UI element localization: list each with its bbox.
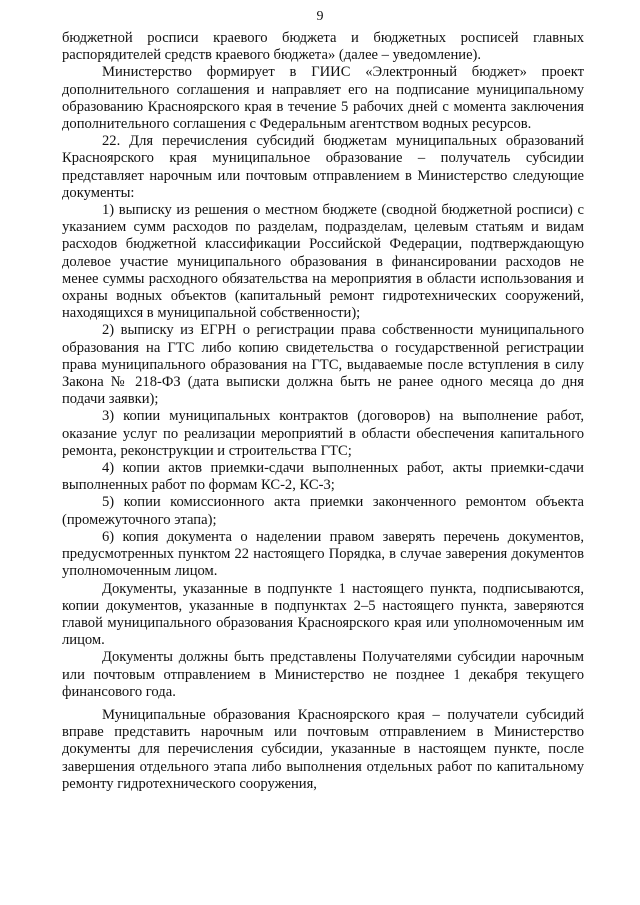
page-number: 9 — [316, 9, 324, 24]
list-item-6-authority-document: 6) копия документа о наделении правом заверять перечень документов, предусмотренных пунктом 22 настоящего Порядка, в случае заверения документов уполномоченным лицом. — [62, 528, 584, 580]
paragraph-notification-end: бюджетной росписи краевого бюджета и бюджетных росписей главных распорядителей средств краевого бюджета» (далее – уведомление). — [62, 30, 584, 64]
list-item-4-acceptance-acts: 4) копии актов приемки-сдачи выполненных работ, акты приемки-сдачи выполненных работ по формам КС-2, КС-3; — [62, 460, 584, 494]
paragraph-deadline: Документы должны быть представлены Получателями субсидии нарочным или почтовым отправлением в Министерство не позднее 1 декабря текущего финансового года. — [62, 649, 584, 700]
list-item-1-budget-extract: 1) выписку из решения о местном бюджете (сводной бюджетной росписи) с указанием сумм расходов по разделам, подразделам, целевым статьям и видам расходов бюджетной классификации Российской Федерации, подтверждающую долевое участие муниципального образования в финансировании расходов не менее суммы расходного обязательства на мероприятия в области использования и охраны водных объектов (капитальный ремонт гидротехнических сооружений, находящихся в муниципальной собственности); — [62, 202, 584, 322]
list-item-2-egrn-extract: 2) выписку из ЕГРН о регистрации права собственности муниципального образования на ГТС либо копию свидетельства о государственной регистрации права муниципального образования на ГТС, выдаваемые после вступления в силу Закона № 218-ФЗ (дата выписки должна быть не ранее одного месяца до дня подачи заявки); — [62, 322, 584, 408]
paragraph-ministry-draft: Министерство формирует в ГИИС «Электронный бюджет» проект дополнительного соглашения и направляет его на подписание муниципальному образованию Красноярского края в течение 5 рабочих дней с момента заключения дополнительного соглашения с Федеральным агентством водных ресурсов. — [62, 64, 584, 133]
paragraph-signing-rules: Документы, указанные в подпункте 1 настоящего пункта, подписываются, копии документов, указанные в подпунктах 2–5 настоящего пункта, заверяются главой муниципального образования Красноярского края или уполномоченным им лицом. — [62, 580, 584, 649]
document-body — [62, 30, 584, 793]
paragraph-clause-22: 22. Для перечисления субсидий бюджетам муниципальных образований Красноярского края муниципальное образование – получатель субсидии представляет нарочным или почтовым отправлением в Министерство следующие документы: — [62, 133, 584, 201]
paragraph-staged-submission: Муниципальные образования Красноярского края – получатели субсидий вправе представить нарочным или почтовым отправлением в Министерство документы для перечисления субсидии, указанные в настоящем пункте, после завершения отдельного этапа либо выполнения отдельных работ по капитальному ремонту гидротехнического сооружения, — [62, 706, 584, 792]
list-item-3-contracts: 3) копии муниципальных контрактов (договоров) на выполнение работ, оказание услуг по реализации мероприятий в области обеспечения капитального ремонта, реконструкции и строительства ГТС; — [62, 408, 584, 459]
list-item-5-commission-act: 5) копии комиссионного акта приемки законченного ремонтом объекта (промежуточного этапа); — [62, 494, 584, 528]
